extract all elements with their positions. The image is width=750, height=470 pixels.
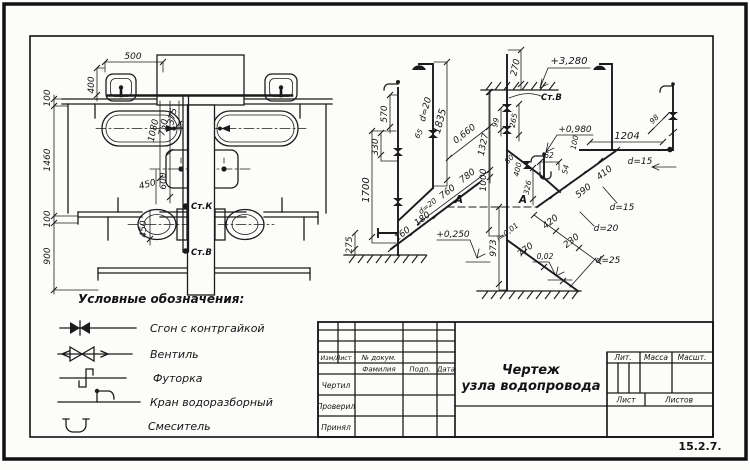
tap-icon [97, 391, 114, 402]
dim-label: 62 [544, 151, 554, 160]
stack-v-marker [183, 248, 189, 254]
dim-label: 760 [437, 183, 458, 202]
right-dimensions [437, 47, 676, 290]
legend-label: Футорка [153, 372, 203, 385]
dim-label: 99 [490, 116, 501, 129]
page-border [4, 4, 746, 459]
dim-label: 275 [345, 236, 355, 254]
dim-label: 160 [392, 225, 413, 244]
legend-title: Условные обозначения: [78, 292, 245, 306]
dim-label: 65 [412, 127, 426, 141]
dim-label: 1327 [476, 132, 492, 157]
dim-label: 0,02 [536, 252, 554, 261]
legend-item-tap [58, 389, 273, 409]
dim-label: 375 [166, 107, 180, 127]
col-masshtab: Масшт. [677, 353, 707, 362]
slope-label: i=0,01 [494, 220, 521, 244]
dim-label: 1080 [146, 118, 162, 143]
dim-label: d=20 [418, 96, 435, 123]
legend-item-union [60, 321, 265, 335]
dim-label: 230 [561, 232, 582, 251]
dim-label: 770 [515, 241, 536, 260]
elevation-label: +0,980 [558, 125, 592, 135]
dim-label: 420 [540, 213, 561, 232]
diameter-label: d=25 [595, 256, 621, 266]
dim-label: 450 [137, 178, 158, 193]
dim-label: 780 [457, 167, 478, 186]
tap-icon [531, 156, 544, 162]
dim-label: 1000 [479, 168, 489, 192]
left-pipes [378, 64, 479, 255]
col-familia: Фамилия [362, 365, 396, 374]
document-title-line2: узла водопровода [461, 379, 601, 394]
dim-label: 570 [380, 105, 390, 123]
diameter-label: d=15 [609, 203, 635, 213]
col-n-dokum: № докум. [361, 354, 397, 362]
ground-left-hatch [349, 255, 427, 263]
union-icon [668, 112, 678, 120]
plan-view [43, 52, 332, 295]
dim-label: 450 [139, 220, 149, 238]
elevation-flag [533, 262, 572, 280]
dim-label: 54 [560, 163, 571, 176]
dim-label: 973 [489, 239, 499, 257]
section-label-a: A [454, 194, 464, 206]
dim-label: 100 [568, 134, 581, 151]
dim-label: 900 [43, 247, 53, 265]
stack-k-marker [183, 203, 189, 209]
flow-arrow [652, 164, 676, 170]
dim-label: 750 [157, 118, 171, 138]
tap-icon [660, 86, 673, 92]
legend [58, 292, 273, 433]
dim-label: 500 [124, 52, 142, 62]
tap-icon [384, 84, 398, 90]
dim-label: 330 [371, 138, 381, 156]
page-number: 15.2.7. [678, 440, 722, 453]
col-massa: Масса [644, 353, 668, 362]
col-listov: Листов [664, 395, 694, 405]
axonometric-diagram [344, 47, 678, 299]
stack-k-label: Ст.К [191, 202, 213, 212]
mixer-icon [63, 419, 89, 432]
col-list: Лист [616, 395, 636, 405]
shower-head-icon [593, 66, 606, 70]
diameter-label: d=20 [593, 224, 619, 234]
document-title-line1: Чертеж [502, 363, 560, 378]
dim-label: 590 [573, 182, 594, 201]
diameter-label: d=15 [627, 157, 653, 167]
legend-label: Кран водоразборный [150, 396, 273, 409]
dim-label: 400 [87, 76, 97, 94]
dim-label: 410 [594, 164, 615, 183]
row-prinyal: Принял [321, 423, 351, 432]
dim-label: 98 [647, 112, 661, 126]
dim-label: 270 [509, 58, 523, 78]
shower-head-icon [412, 65, 426, 70]
dim-label: 1460 [43, 148, 53, 172]
elevation-label: +0,250 [436, 230, 470, 240]
dim-label: 80 [502, 152, 516, 166]
stack-v-label: Ст.В [191, 248, 212, 258]
row-proveril: Проверил [316, 402, 356, 411]
shaft-top [157, 55, 244, 105]
elevation-flag [437, 240, 490, 262]
title-block [317, 322, 713, 437]
union-icons [393, 130, 438, 206]
dim-label: 180 [412, 210, 433, 229]
legend-label: Сгон с контргайкой [150, 322, 265, 335]
elevation-label: +3,280 [550, 56, 588, 67]
dim-label: 265 [507, 112, 520, 129]
dim-label: 1700 [361, 177, 372, 203]
elevation-flag [540, 68, 590, 88]
dim-label: 400 [511, 161, 524, 178]
dim-label: 1204 [614, 131, 640, 142]
dim-label: d=20 [416, 196, 439, 216]
dim-label: 600 [159, 172, 169, 190]
dim-label: 326 [521, 179, 534, 196]
shaft-column [188, 105, 215, 295]
legend-item-bushing [60, 369, 203, 387]
elbow-joint [667, 147, 673, 153]
legend-label: Смеситель [148, 420, 211, 433]
col-data: Дата [436, 365, 456, 374]
stack-label: Ст.В [541, 93, 562, 103]
dim-label: 100 [43, 210, 53, 228]
legend-item-mixer [63, 419, 211, 433]
row-chertil: Чертил [321, 381, 351, 390]
col-podp: Подп. [409, 365, 431, 374]
legend-label: Вентиль [150, 348, 199, 361]
col-izm-list: Изм/Лист [320, 355, 352, 362]
ground-right-hatch [482, 291, 578, 299]
dim-label: 0,660 [451, 122, 478, 147]
dim-label: 1835 [431, 107, 450, 136]
col-lit: Лит. [614, 353, 632, 362]
section-label-a: A [518, 194, 528, 206]
legend-item-valve [58, 347, 199, 361]
dim-label: 100 [43, 89, 53, 107]
